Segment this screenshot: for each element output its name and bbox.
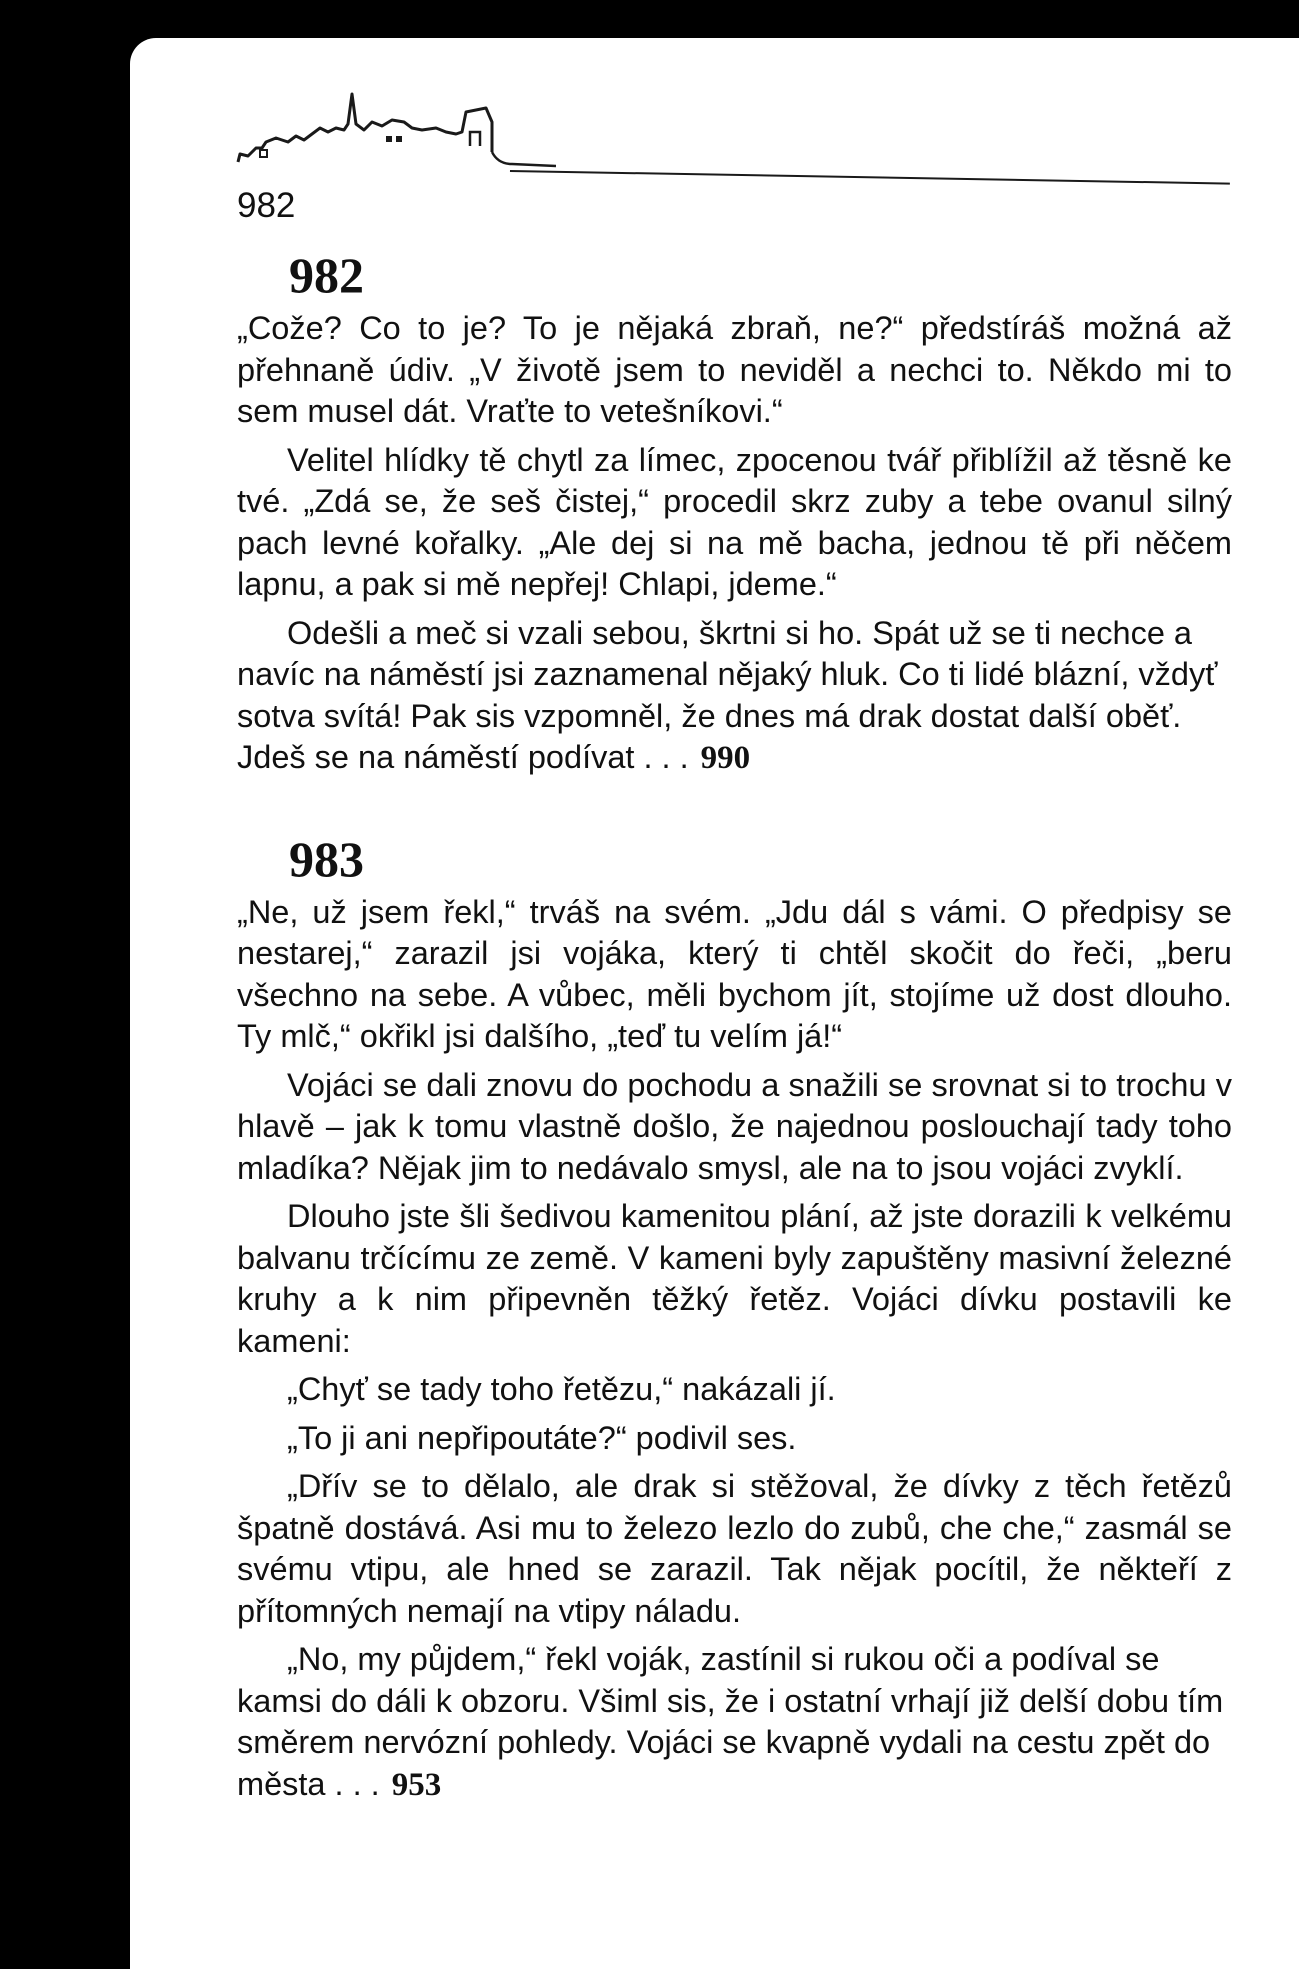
paragraph-text: Vojáci se dali znovu do pochodu a snažili se srovnat si to trochu v hlavě – jak k tomu vlastně došlo, že najednou poslouchají tady toho mladíka? Nějak jim to nedávalo smysl, ale na to jsou vojáci zvyklí. bbox=[237, 1066, 1232, 1186]
paragraph-text: „Ne, už jsem řekl,“ trváš na svém. „Jdu dál s vámi. O předpisy se nestarej,“ zarazil jsi vojáka, který ti chtěl skočit do řeči, „beru všechno na sebe. A vůbec, měli bychom jít, stojíme už dost dlouho. Ty mlč,“ okřikl jsi dalšího, „teď tu velím já!“ bbox=[237, 893, 1232, 1054]
paragraph bbox=[237, 1418, 1232, 1460]
paragraph bbox=[237, 613, 1232, 780]
section-reference-link[interactable]: 953 bbox=[391, 1766, 442, 1803]
paragraph bbox=[237, 1466, 1232, 1632]
paragraph bbox=[237, 440, 1232, 606]
paragraph-text: „No, my půjdem,“ řekl voják, zastínil si rukou oči a podíval se kamsi do dáli k obzoru. Všiml sis, že i ostatní vrhají již delší dobu tím směrem nervózní pohledy. Vojáci se kvapně vydali na cestu zpět do města . . . bbox=[237, 1641, 1224, 1802]
running-head-number: 982 bbox=[237, 186, 296, 225]
page-content bbox=[237, 240, 1232, 1813]
section-reference-link[interactable]: 990 bbox=[700, 740, 751, 776]
paragraph-text: „Chyť se tady toho řetězu,“ nakázali jí. bbox=[287, 1371, 836, 1407]
section-number: 983 bbox=[289, 830, 364, 887]
paragraph bbox=[237, 1196, 1232, 1362]
section-number: 982 bbox=[289, 247, 364, 303]
paragraph bbox=[237, 1639, 1232, 1806]
section-982 bbox=[237, 246, 1232, 780]
paragraph-text: „Cože? Co to je? To je nějaká zbraň, ne?“ předstíráš možná až přehnaně údiv. „V životě jsem to neviděl a nechci to. Někdo mi to sem musel dát. Vraťte to vetešníkovi.“ bbox=[237, 310, 1232, 429]
paragraph-text: „Dřív se to dělalo, ale drak si stěžoval, že dívky z těch řetězů špatně dostává. Asi mu to železo lezlo do zubů, che che,“ zasmál se svému vtipu, ale hned se zarazil. Tak nějak pocítil, že někteří z přítomných nemají na vtipy náladu. bbox=[237, 1468, 1232, 1629]
paragraph bbox=[237, 308, 1232, 433]
paragraph-text: „To ji ani nepřipoutáte?“ podivil ses. bbox=[287, 1419, 797, 1456]
castle-skyline-ornament bbox=[236, 92, 556, 178]
paragraph-text: Odešli a meč si vzali sebou, škrtni si ho. Spát už se ti nechce a navíc na náměstí jsi zaznamenal nějaký hluk. Co ti lidé blázní, vždyť sotva svítá! Pak sis vzpomněl, že dnes má drak dostat další oběť. Jdeš se na náměstí podívat . . . bbox=[237, 614, 1218, 775]
paragraph bbox=[237, 892, 1232, 1058]
paragraph-text: Velitel hlídky tě chytl za límec, zpocenou tvář přiblížil až těsně ke tvé. „Zdá se, že seš čistej,“ procedil skrz zuby a tebe ovanul silný pach levné kořalky. „Ale dej si na mě bacha, jednou tě při něčem lapnu, a pak si mě nepřej! Chlapi, jdeme.“ bbox=[237, 441, 1232, 602]
paragraph bbox=[237, 1369, 1232, 1411]
section-983 bbox=[237, 830, 1232, 1807]
paragraph bbox=[237, 1065, 1232, 1190]
paragraph-text: Dlouho jste šli šedivou kamenitou plání, až jste dorazili k velkému balvanu trčícímu ze země. V kameni byly zapuštěny masivní železné kruhy a k nim připevněn těžký řetěz. Vojáci dívku postavili ke kameni: bbox=[237, 1198, 1232, 1359]
